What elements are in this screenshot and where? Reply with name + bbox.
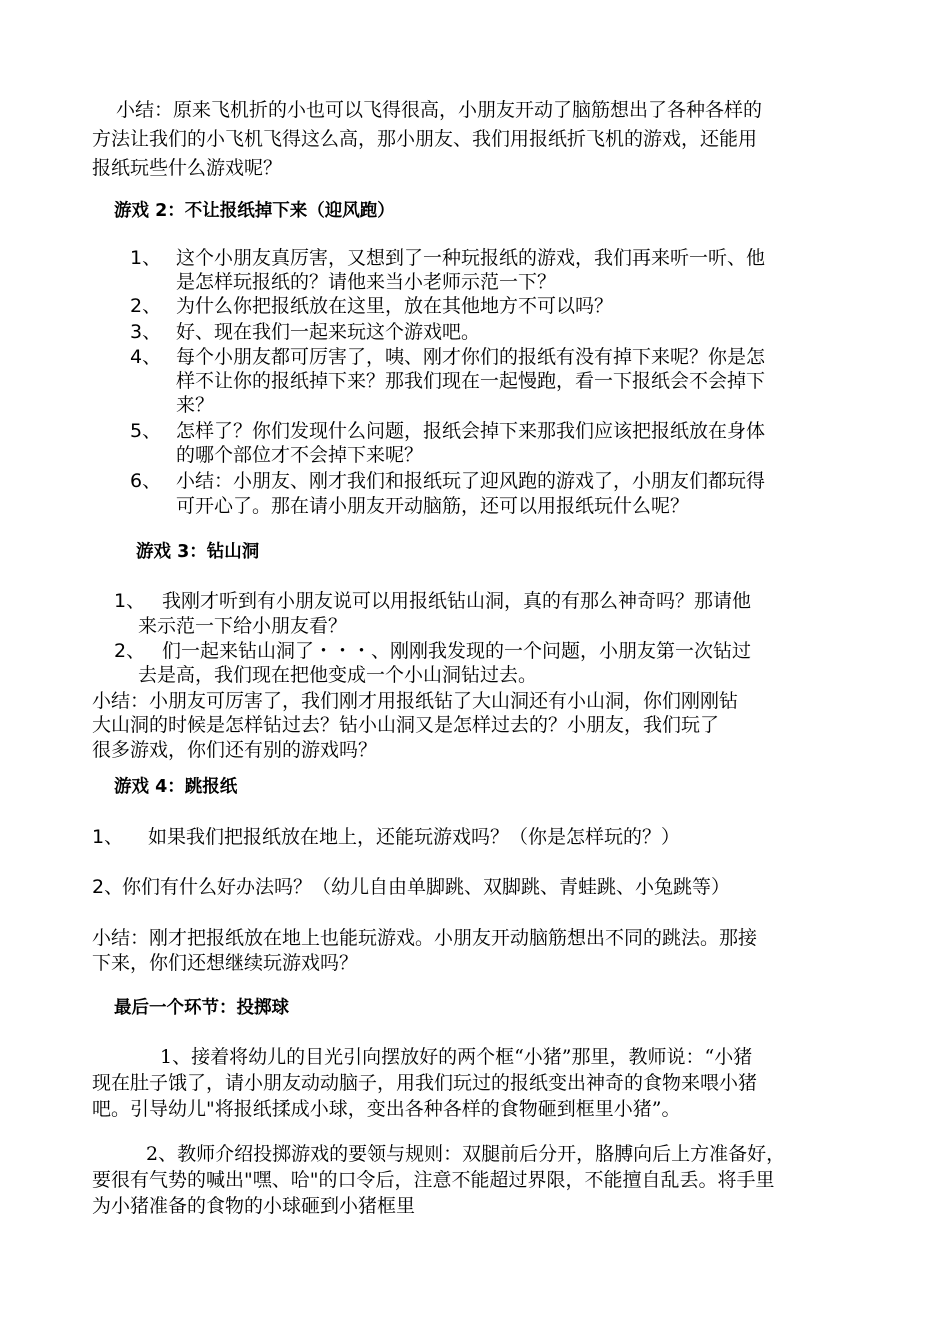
game2-item-1-line-1: 这个小朋友真厉害，又想到了一种玩报纸的游戏，我们再来听一听、他 [176, 247, 766, 269]
game2-item-4-line-1: 每个小朋友都可厉害了，咦、刚才你们的报纸有没有掉下来呢？你是怎 [176, 346, 766, 368]
final-title: 最后一个环节：投掷球 [114, 998, 289, 1018]
game3-item-1-line-2: 来示范一下给小朋友看？ [138, 615, 348, 637]
game2-item-5-line-1: 怎样了？你们发现什么问题，报纸会掉下来那我们应该把报纸放在身体 [176, 420, 766, 442]
game2-item-5-line-2: 的哪个部位才不会掉下来呢？ [176, 444, 424, 466]
game2-item-4-line-3: 来？ [176, 394, 215, 416]
game4-summary-line-1: 小结：刚才把报纸放在地上也能玩游戏。小朋友开动脑筋想出不同的跳法。那接 [92, 927, 758, 949]
game3-title: 游戏 3：钻山洞 [136, 542, 260, 562]
game2-item-6-num: 6、 [130, 470, 162, 492]
game4-item-1-num: 1、 [92, 826, 124, 848]
game2-item-6-line-1: 小结：小朋友、刚才我们和报纸玩了迎风跑的游戏了，小朋友们都玩得 [176, 470, 766, 492]
game3-item-1-line-1: 我刚才听到有小朋友说可以用报纸钻山洞，真的有那么神奇吗？那请他 [162, 590, 752, 612]
game2-item-2-num: 2、 [130, 295, 162, 317]
game3-summary-line-2: 大山洞的时候是怎样钻过去？钻小山洞又是怎样过去的？小朋友，我们玩了 [92, 714, 720, 736]
game2-item-4-num: 4、 [130, 346, 162, 368]
final-p1-line-2: 现在肚子饿了，请小朋友动动脑子，用我们玩过的报纸变出神奇的食物来喂小猪 [92, 1072, 758, 1094]
game3-summary-line-3: 很多游戏，你们还有别的游戏吗？ [92, 739, 378, 761]
game3-summary-line-1: 小结：小朋友可厉害了，我们刚才用报纸钻了大山洞还有小山洞，你们刚刚钻 [92, 690, 739, 712]
final-p2-line-2: 要很有气势的喊出"嘿、哈"的口令后，注意不能超过界限，不能擅自乱丢。将手里 [92, 1169, 775, 1191]
game2-item-3-num: 3、 [130, 321, 162, 343]
game2-item-3-line-1: 好、现在我们一起来玩这个游戏吧。 [176, 321, 481, 343]
game4-summary-line-2: 下来，你们还想继续玩游戏吗？ [92, 952, 359, 974]
game2-item-1-line-2: 是怎样玩报纸的？请他来当小老师示范一下？ [176, 271, 557, 293]
intro-line-2: 方法让我们的小飞机飞得这么高，那小朋友、我们用报纸折飞机的游戏，还能用 [92, 128, 758, 150]
game2-item-1-num: 1、 [130, 247, 162, 269]
final-p2-line-3: 为小猪准备的食物的小球砸到小猪框里 [92, 1195, 416, 1217]
game2-item-4-line-2: 样不让你的报纸掉下来？那我们现在一起慢跑，看一下报纸会不会掉下 [176, 370, 766, 392]
intro-line-1: 小结：原来飞机折的小也可以飞得很高，小朋友开动了脑筋想出了各种各样的 [116, 99, 763, 121]
game4-item-2-num: 2、 [92, 876, 124, 898]
game2-title: 游戏 2：不让报纸掉下来（迎风跑） [114, 201, 395, 221]
game3-item-1-num: 1、 [114, 590, 146, 612]
game2-item-6-line-2: 可开心了。那在请小朋友开动脑筋，还可以用报纸玩什么呢？ [176, 495, 690, 517]
final-p2-line-1: 2、教师介绍投掷游戏的要领与规则：双腿前后分开，胳膊向后上方准备好， [146, 1143, 786, 1165]
game4-item-1: 如果我们把报纸放在地上，还能玩游戏吗？（你是怎样玩的？） [148, 826, 681, 848]
intro-line-3: 报纸玩些什么游戏呢？ [92, 157, 283, 179]
game2-item-5-num: 5、 [130, 420, 162, 442]
game2-item-2-line-1: 为什么你把报纸放在这里，放在其他地方不可以吗？ [176, 295, 614, 317]
game4-item-2: 你们有什么好办法吗？（幼儿自由单脚跳、双脚跳、青蛙跳、小兔跳等） [122, 876, 731, 898]
game3-item-2-line-2: 去是高，我们现在把他变成一个小山洞钻过去。 [138, 664, 538, 686]
game3-item-2-num: 2、 [114, 640, 146, 662]
game3-item-2-line-1: 们一起来钻山洞了・・・、刚刚我发现的一个问题，小朋友第一次钻过 [162, 640, 752, 662]
final-p1-line-1: 1、接着将幼儿的目光引向摆放好的两个框“小猪”那里，教师说：“小猪 [160, 1046, 753, 1068]
final-p1-line-3: 吧。引导幼儿"将报纸揉成小球，变出各种各样的食物砸到框里小猪”。 [92, 1098, 681, 1120]
game4-title: 游戏 4：跳报纸 [114, 777, 238, 797]
